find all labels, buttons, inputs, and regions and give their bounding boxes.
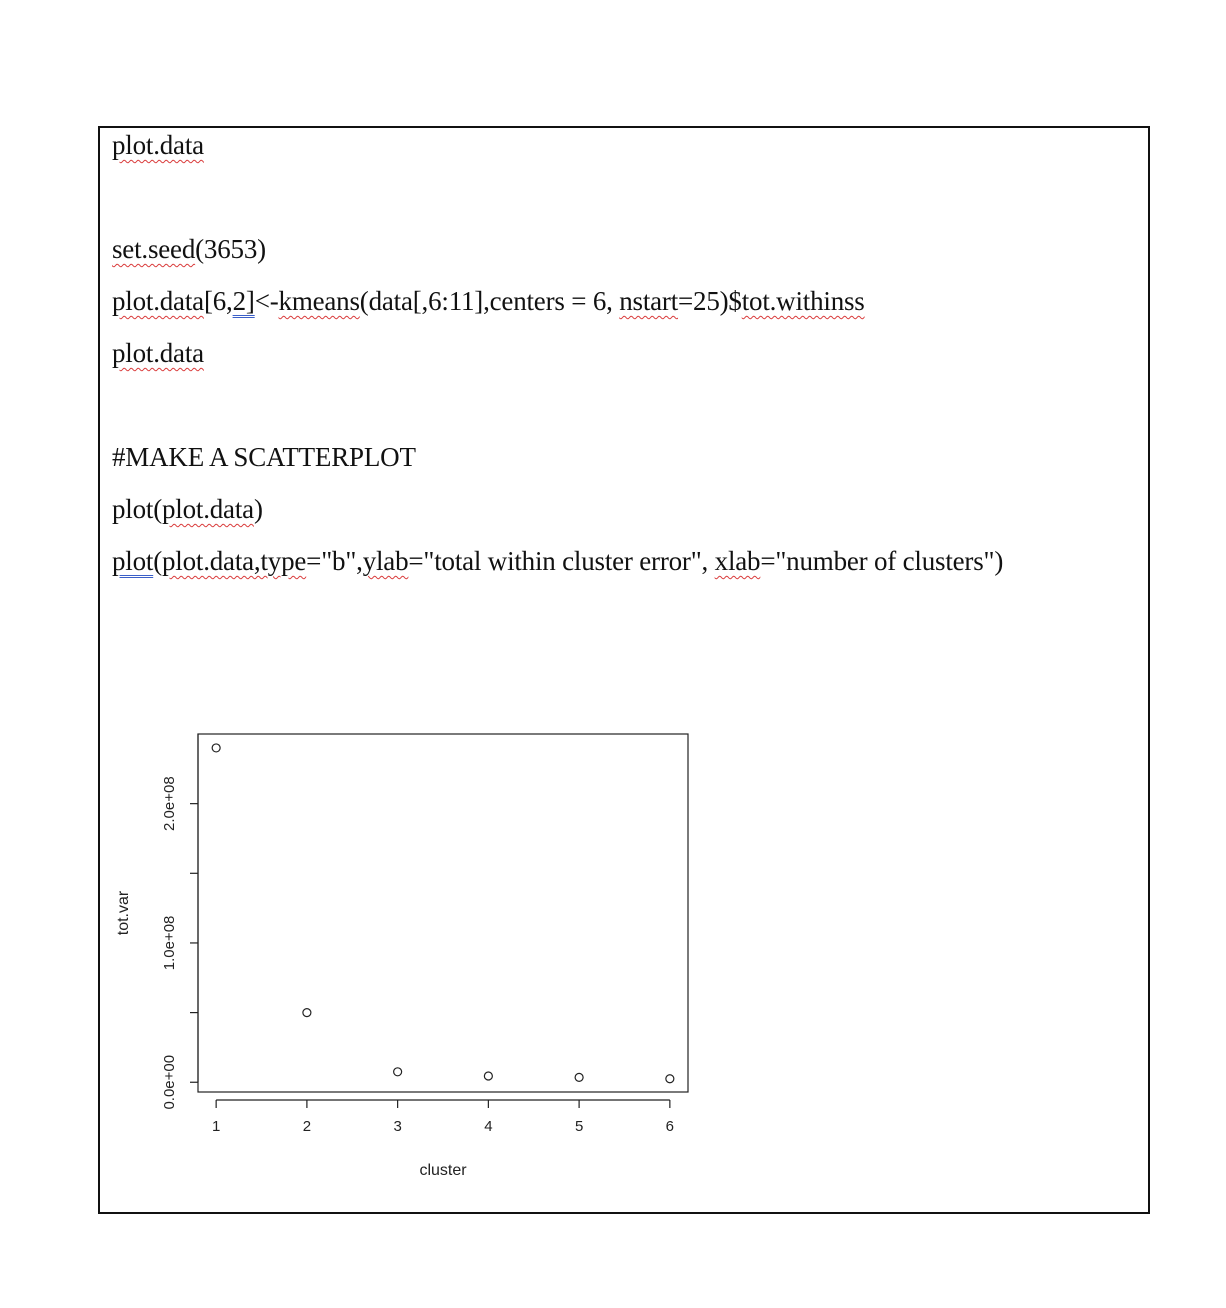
data-point [394, 1068, 402, 1076]
code-line-4: plot.data [112, 338, 204, 368]
code-line-1: plot.data [112, 130, 204, 160]
y-tick-label: 1.0e+08 [161, 915, 178, 971]
x-tick-label: 4 [484, 1118, 493, 1135]
plot-box [198, 734, 688, 1092]
code-line-3: plot.data[6,2]<-kmeans(data[,6:11],centers = 6, nstart=25)$tot.withinss [112, 286, 865, 316]
y-tick-label: 0.0e+00 [161, 1054, 178, 1110]
code-line-2: set.seed(3653) [112, 234, 266, 264]
x-axis-label: cluster [419, 1162, 467, 1179]
x-tick-label: 5 [574, 1118, 584, 1135]
x-tick-label: 2 [302, 1118, 312, 1135]
code-line-7: plot(plot.data,type="b",ylab="total within cluster error", xlab="number of clusters") [112, 546, 1004, 576]
data-point [303, 1009, 311, 1017]
scatter-chart [100, 720, 720, 1200]
x-tick-label: 1 [211, 1118, 221, 1135]
code-line-6: plot(plot.data) [112, 494, 263, 524]
x-tick-label: 6 [665, 1118, 675, 1135]
data-point [666, 1075, 674, 1083]
data-point [484, 1072, 492, 1080]
y-axis-label: tot.var [115, 890, 132, 936]
y-tick-label: 2.0e+08 [161, 776, 178, 831]
data-point [212, 744, 220, 752]
x-tick-label: 3 [393, 1118, 402, 1135]
data-point [575, 1073, 583, 1081]
code-line-5: #MAKE A SCATTERPLOT [112, 442, 416, 472]
